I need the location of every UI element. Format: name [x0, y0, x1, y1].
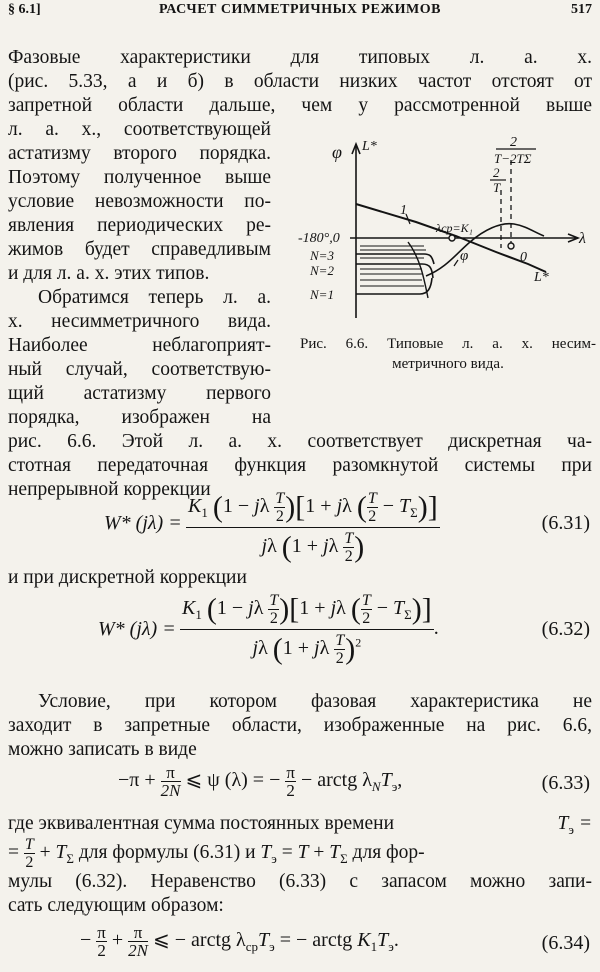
caption-line: Рис. 6.6. Типовые л. а. х. несим- [300, 336, 596, 352]
equation-6-31: W* (jλ) = $K_1$ (1 − jλ $\frac{T}{2}$ )[1 + jλ ( $\frac{T}{2}$ − $T_\Sigma$)] jλ (1 + jλ $\frac{T}{2}$ ) (6.31) [104, 490, 590, 565]
text-line: рис. 6.6. Этой л. а. х. соответствует дискретная ча- [8, 431, 592, 452]
text-line: и для л. а. х. этих типов. [8, 263, 210, 284]
text-line: запретной области дальше, чем у рассмотренной выше [8, 95, 592, 116]
text-line: астатизму второго порядка. [8, 143, 271, 164]
text-line: и при дискретной коррекции [8, 567, 247, 588]
label-top-den: T−2TΣ [494, 151, 532, 166]
text-line: стотная передаточная функция разомкнутой системы при [8, 455, 592, 476]
equation-number: (6.34) [541, 932, 590, 954]
text-line: (рис. 5.33, а и б) в области низких частот отстоят от [8, 71, 592, 92]
label-top-num: 2 [510, 135, 517, 150]
text-line: мулы (6.32). Неравенство (6.33) с запасом можно запи- [8, 871, 592, 892]
text-line: порядка, изображен на [8, 407, 271, 428]
text-line: = $\frac{T}{2}$ + $T_\Sigma$ для формулы (6.31) и $T_э = T + T_\Sigma$ для фор- [8, 836, 425, 871]
label-n1: N=1 [310, 287, 334, 302]
crossover-point [449, 235, 455, 241]
label-curve-1: 1 [400, 203, 407, 218]
text-line: ный случай, соответствую- [8, 359, 271, 380]
label-lstar: L* [362, 139, 377, 154]
text-line: Поэтому полученное выше [8, 167, 271, 188]
text-line: жимов будет справедливым [8, 239, 271, 260]
text-line: Условие, при котором фазовая характеристика не [38, 691, 592, 712]
text-line: непрерывной коррекции [8, 479, 211, 500]
running-header [8, 2, 592, 24]
label-n2: N=2 [310, 263, 334, 278]
figure-lax-plot [296, 128, 596, 318]
text-span: для фор- [352, 841, 425, 863]
text-line: условие невозможности по- [8, 191, 271, 212]
equation-6-33: −π + $\frac{\pi}{2N}$ ⩽ ψ (λ) = − $\frac{\pi}{2}$ − arctg $\lambda_NT_э$, (6.33) [118, 763, 590, 800]
label-mid-num: 2 [493, 165, 500, 180]
equation-number: (6.31) [541, 512, 590, 534]
label-mid-den: T [493, 180, 501, 195]
figure-caption [300, 334, 596, 374]
section-ref: § 6.1] [8, 2, 41, 17]
label-lambda-cp: λср=K₁ [436, 221, 473, 235]
caption-line: метричного вида. [392, 356, 504, 372]
equation-6-34: − $\frac{\pi}{2}$ + $\frac{\pi}{2N}$ ⩽ − arctg $\lambda_{ср}T_э$ = − arctg $K_1T_э$. (6.34) [80, 923, 590, 960]
running-title: РАСЧЕТ СИММЕТРИЧНЫХ РЕЖИМОВ [158, 2, 441, 17]
text-line: Фазовые характеристики для типовых л. а. х. [8, 47, 592, 68]
text-line: щий астатизму первого [8, 383, 271, 404]
label-phi-curve: φ [460, 248, 469, 264]
point-zero [508, 243, 514, 249]
label-lambda: λ [579, 230, 586, 247]
text-line: сать следующим образом: [8, 895, 224, 916]
label-n3: N=3 [310, 248, 334, 263]
text-line: Наиболее неблагоприят- [8, 335, 271, 356]
forbidden-line-n3 [356, 254, 434, 264]
label-phi: φ [332, 142, 342, 162]
text-line: заходит в запретные области, изображенные на рис. 6.6, [8, 715, 592, 736]
equation-6-32: W* (jλ) = $K_1$ (1 − jλ $\frac{T}{2}$ )[1 + jλ ( $\frac{T}{2}$ − $T_\Sigma$)] jλ (1 + jλ $\frac{T}{2}$ )$^2$ . (6.32) [98, 592, 590, 667]
text-line: л. а. х., соответствующей [8, 119, 271, 140]
text-line: где эквивалентная сумма постоянных времени $T_э$ = [8, 813, 592, 837]
text-span: для формулы (6.31) и [78, 841, 256, 863]
label-zero: 0 [520, 250, 527, 265]
text-line: явления периодических ре- [8, 215, 271, 236]
text-line: х. несимметричного вида. [8, 311, 271, 332]
text-span: где эквивалентная сумма постоянных времени [8, 813, 395, 834]
equation-number: (6.32) [541, 618, 590, 640]
text-line: Обратимся теперь л. а. [38, 287, 271, 308]
label-minus180: -180°,0 [298, 231, 340, 246]
equation-number: (6.33) [541, 772, 590, 794]
page-number: 517 [571, 2, 592, 17]
label-lstar-low: L* [534, 270, 549, 285]
text-line: можно записать в виде [8, 739, 197, 760]
